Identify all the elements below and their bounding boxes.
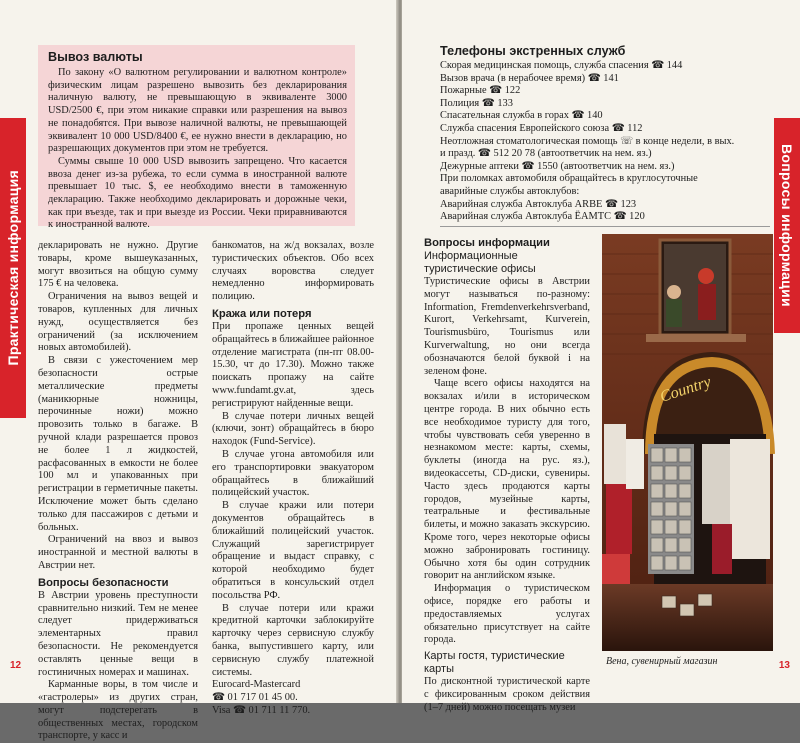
card-service-phone: Visa ☎ 01 711 11 770. <box>212 704 311 716</box>
emergency-line: Полиция ☎ 133 <box>440 97 513 109</box>
subheading-offices: Информационные туристические офисы <box>424 250 536 275</box>
text-paragraph: Ограничения на вывоз вещей и товаров, купленных для личных нужд, осуществляется без ограничений (за исключением новых автомобилей). <box>38 291 198 354</box>
text-paragraph: По дисконтной туристической карте с фиксированным сроком действия (1–7 дней) можно посещать музеи <box>424 676 590 713</box>
emergency-line: аварийные службы автоклубов: <box>440 185 580 197</box>
page-number-left: 12 <box>10 660 22 671</box>
emergency-line: Скорая медицинская помощь, служба спасения ☎ 144 <box>440 60 683 71</box>
text-paragraph: В случае кражи или потери документов обращайтесь в ближайший полицейский участок. Служащий зарегистрирует обращение и выдаст справку, с которой необходимо будет обратиться в консульский отдел посольства РФ. <box>212 500 374 601</box>
emergency-phones-title: Телефоны экстренных служб <box>440 44 626 58</box>
postcard-rack <box>648 444 694 574</box>
emergency-line: Пожарные ☎ 122 <box>440 85 521 97</box>
section-heading-theft: Кража или потеря <box>212 307 312 320</box>
shop-sign-text: Country <box>657 373 714 406</box>
currency-export-title: Вывоз валюты <box>48 50 143 64</box>
emergency-line: Неотложная стоматологическая помощь ☏ в конце недели, в вых. <box>440 135 735 147</box>
side-tab-right-label: Вопросы информации <box>779 144 795 307</box>
emergency-line: Спасательная служба в горах ☎ 140 <box>440 110 603 122</box>
section-heading-safety: Вопросы безопасности <box>38 576 169 589</box>
text-paragraph: Ограничений на ввоз и вывоз иностранной и местной валюты в Австрии нет. <box>38 534 198 571</box>
side-tab-left <box>0 118 26 418</box>
subheading-cards: Карты гостя, туристические карты <box>424 650 565 676</box>
currency-export-paragraph: По закону «О валютном регулировании и валютном контроле» физическим лицам разрешено вывозить без декларирования наличную валюту, не превышающую в эквиваленте 3000 USD/2500 €, при этом никакие справки или разрешения на вывоз не понадобятся. При вывозе наличной валюты, не превышающей эквивалент 10 000 USD/8400 €, ее нужно внести в декларацию, но разрешающих документов при этом не требуется. <box>48 67 347 155</box>
text-paragraph: В случае потери или кражи кредитной карточки заблокируйте карточку через сервисную службу банка, выпустившего карту, или сервисную службу платежной системы. <box>212 602 374 678</box>
section-divider <box>440 226 770 227</box>
right-page <box>402 0 800 713</box>
side-tab-left-label: Практическая информация <box>5 170 21 366</box>
side-tab-right <box>774 118 800 333</box>
emergency-line: и празд. ☎ 512 20 78 (автоответчик на нем. яз.) <box>440 148 652 160</box>
text-paragraph: В связи с ужесточением мер безопасности острые металлические предметы (маникюрные ножницы, перочинные ножи) можно провозить только в багаже. В ручной клади разрешается провоз не более 1 л жидкостей, расфасованных в емкости не более 100 мл и упакованных при регистрации в герметичные пакеты. Исключение может быть сделано только для пассажиров с детьми и больных. <box>38 355 198 533</box>
section-heading-info: Вопросы информации <box>424 237 550 249</box>
right-text-column <box>424 236 590 715</box>
emergency-line: Аварийная служба Автоклуба ARBE ☎ 123 <box>440 198 637 210</box>
emergency-line: Вызов врача (в нерабочее время) ☎ 141 <box>440 72 619 84</box>
photo-caption: Вена, сувенирный магазин <box>606 656 718 667</box>
text-paragraph: Туристические офисы в Австрии могут называться по-разному: Information, Fremdenverkehrsverband, Kurort, Verkehrsamt, Kurverein, Tourismusbüro, Tourismus или Kurverwaltung, но они всегда обозначаются белой буквой i на зеленом фоне. <box>424 276 590 377</box>
emergency-line: Аварийная служба Автоклуба ЁАМТС ☎ 120 <box>440 211 645 223</box>
left-page <box>0 0 398 742</box>
text-paragraph: В Австрии уровень преступности сравнительно низкий. Тем не менее следует придерживаться элементарных правил безопасности. Не рекомендуется оставлять ценные вещи в гостиничных номерах и машинах. <box>38 589 198 678</box>
souvenir-shop-photo <box>602 234 773 651</box>
emergency-phones-box <box>440 44 740 224</box>
text-paragraph: декларировать не нужно. Другие товары, кроме вышеуказанных, могут ввозиться на общую сумму 175 € на человека. <box>38 240 198 290</box>
currency-export-paragraph: Суммы свыше 10 000 USD вывозить запрещено. Что касается ввоза денег из-за рубежа, то если сумма в иностранной валюте превышает 10 тыс. $, ее необходимо внести в таможенную декларацию. Также необходимо декларировать и дорожные чеки, как при въезде, так и при выезде из России. Чеки приравниваются к иностранной валюте. <box>48 155 347 231</box>
emergency-line: Служба спасения Европейского союза ☎ 112 <box>440 122 643 134</box>
card-service-phone: ☎ 01 717 01 45 00. <box>212 692 298 704</box>
text-paragraph: Информация о туристическом офисе, порядке его работы и предоставляемых услугах обязательно присутствует на сайте города. <box>424 583 590 646</box>
currency-export-box <box>38 45 355 231</box>
text-paragraph: Чаще всего офисы находятся на вокзалах и/или в историческом центре города. В них обычно есть все необходимое туристу для того, чтобы чувствовать себя уверенно в незнакомом месте: карты, схемы, буклеты (иногда на рус. яз.), видеокассеты, CD-диски, сувениры. Часто здесь продаются карты городов, музейные карты, театральные и фестивальные билеты, и можно заказать экскурсию. Кроме того, через некоторые офисы можно забронировать гостиницу. Обычно хотя бы один сотрудник говорит на английском языке. <box>424 378 590 582</box>
card-service-name: Eurocard-Mastercard <box>212 679 301 691</box>
emergency-line: При поломках автомобиля обращайтесь в круглосуточные <box>440 173 698 185</box>
emergency-line: Дежурные аптеки ☎ 1550 (автоответчик на нем. яз.) <box>440 160 675 172</box>
left-column-2 <box>212 240 374 718</box>
text-paragraph: При пропаже ценных вещей обращайтесь в ближайшее районное отделение магистрата (пн-пт 08.00-15.30, чт до 17.30). Можно также поискать пропажу на сайте www.fundamt.gv.at, здесь регистрируют найденные вещи. <box>212 320 374 409</box>
text-paragraph: В случае потери личных вещей (ключи, зонт) обращайтесь в бюро находок (Fund-Service). <box>212 410 374 448</box>
text-paragraph: В случае угона автомобиля или его транспортировки эвакуатором обращайтесь в ближайший полицейский участок. <box>212 448 374 499</box>
souvenir-shop-image <box>602 234 773 651</box>
page-number-right: 13 <box>778 660 790 671</box>
text-paragraph: Карманные воры, в том числе и «гастролеры» из других стран, могут подстерегать в общественных местах, городском транспорте, у касс и <box>38 679 198 742</box>
text-paragraph: банкоматов, на ж/д вокзалах, возле туристических объектов. Обо всех случаях воровства следует немедленно информировать полицию. <box>212 240 374 303</box>
left-column-1 <box>38 240 198 743</box>
